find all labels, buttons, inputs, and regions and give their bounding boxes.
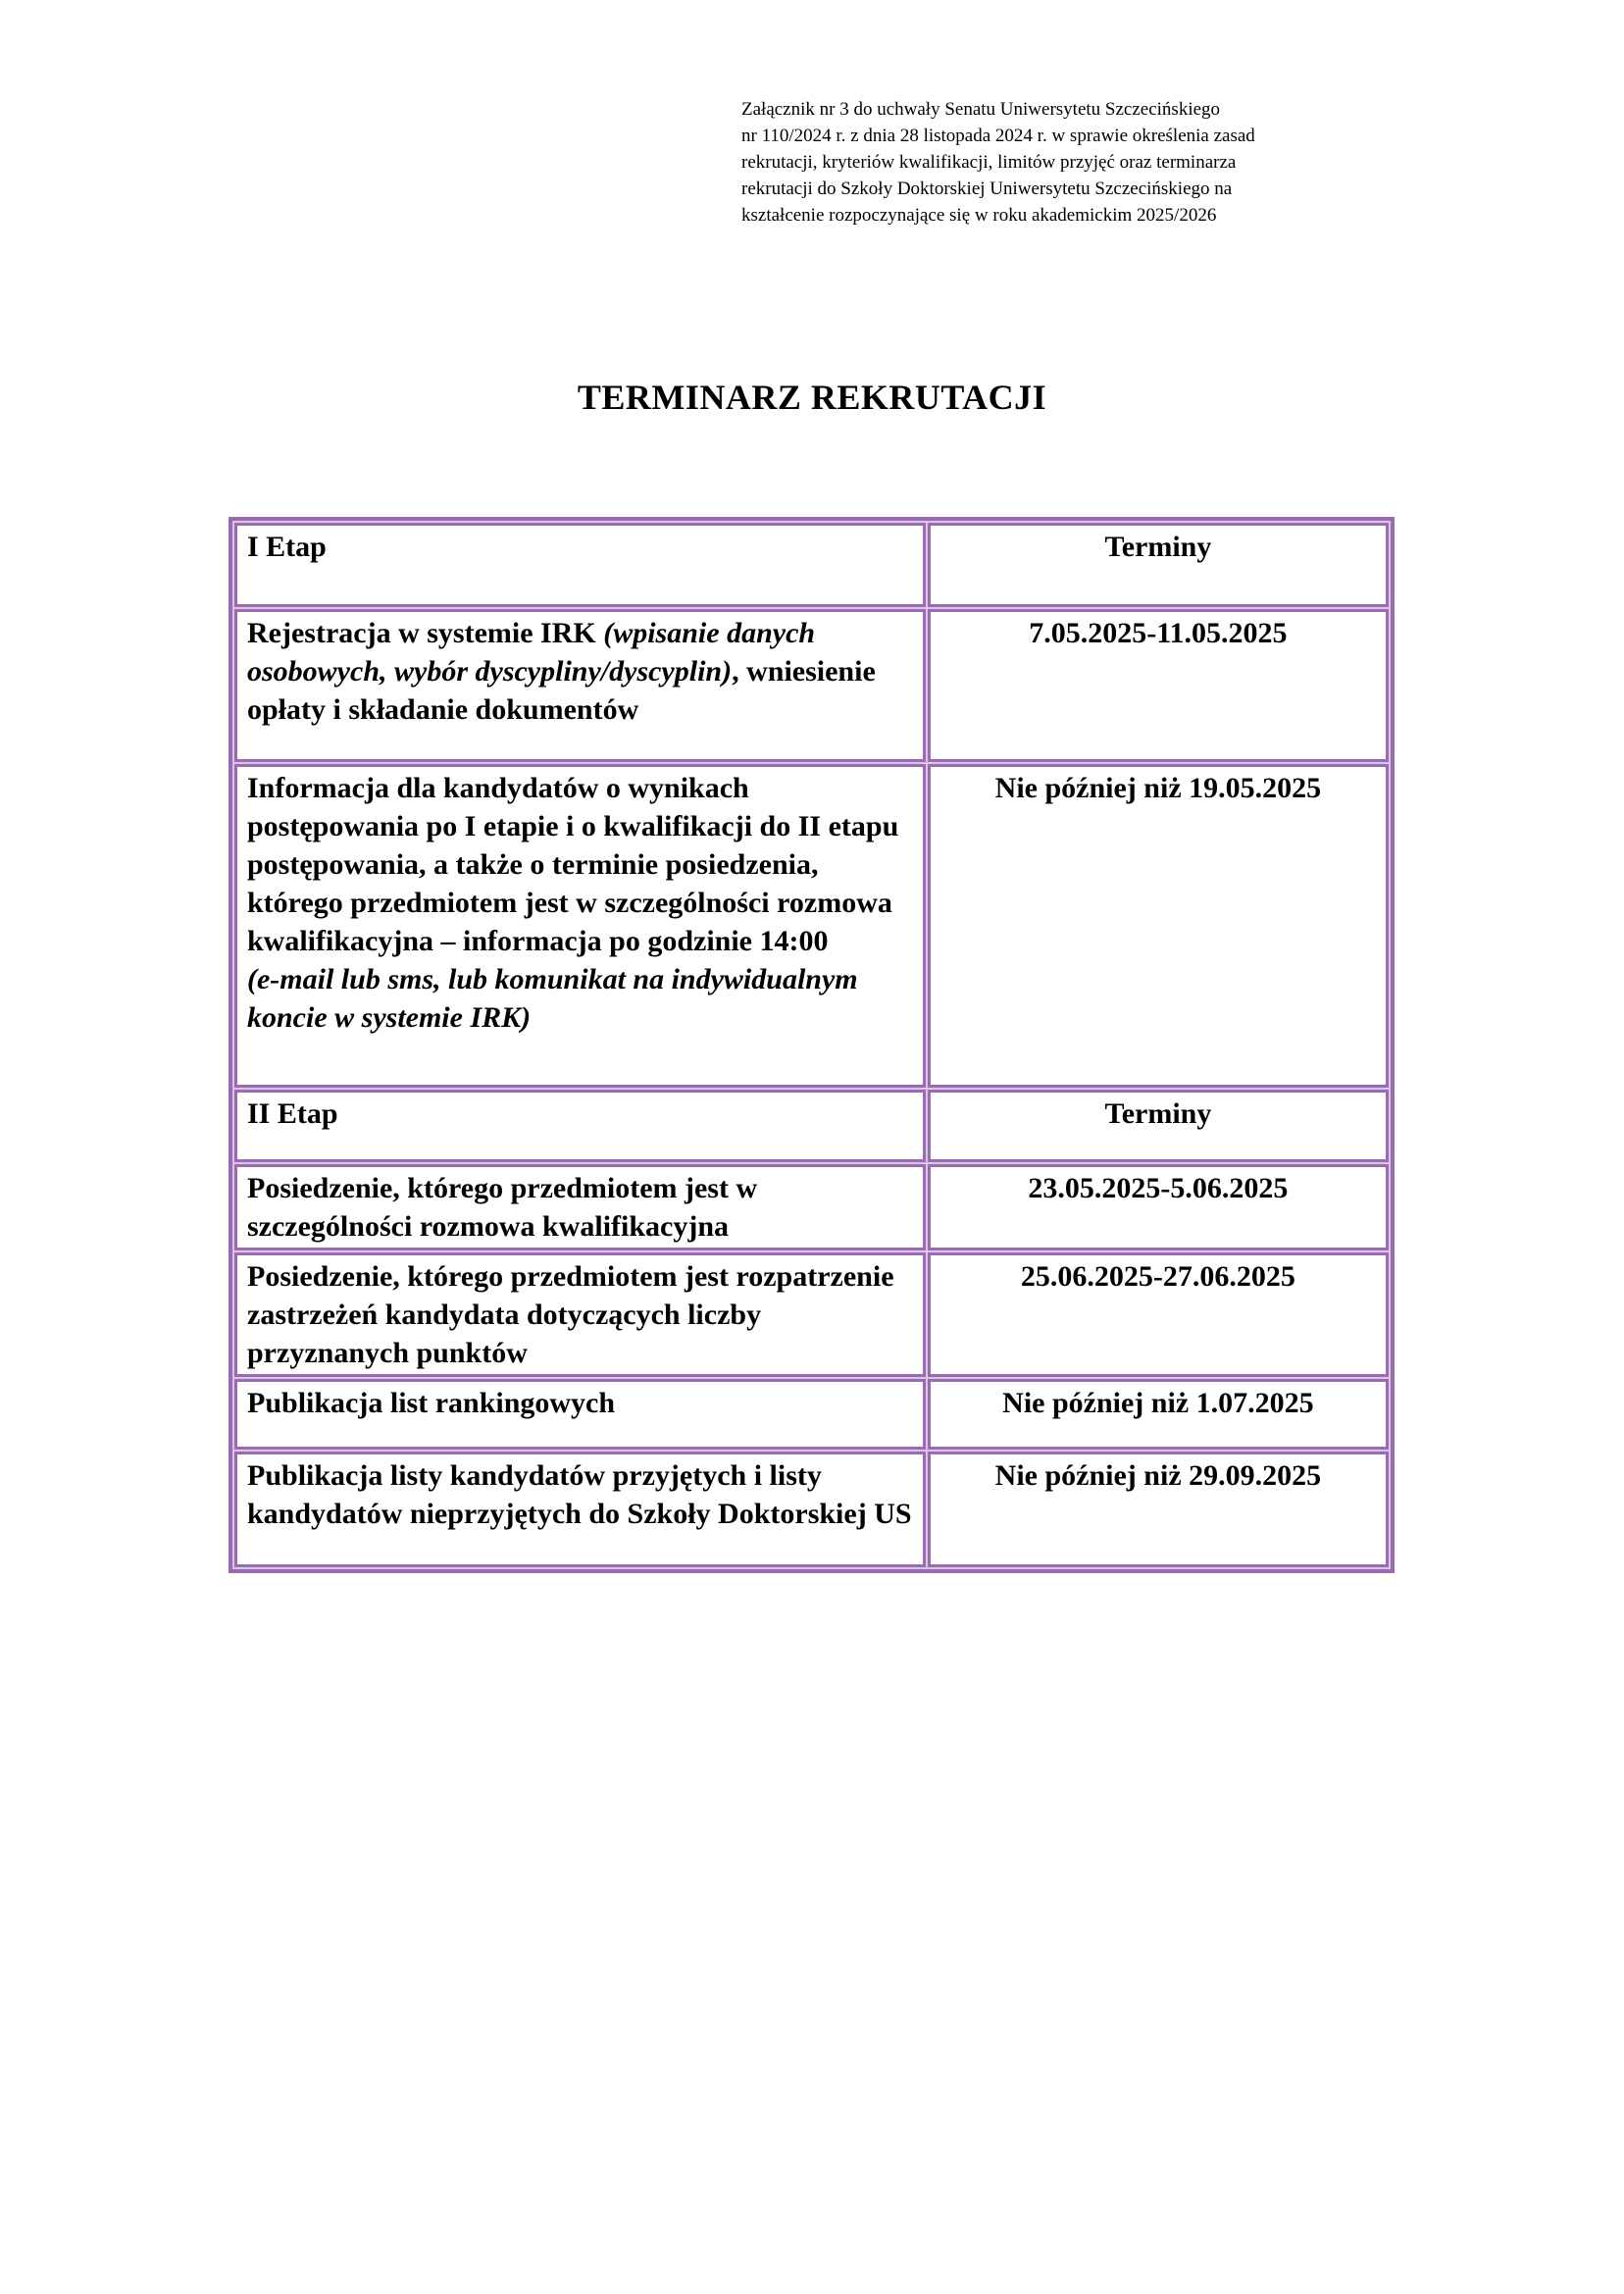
- task-text-italic: (wpisanie danych osobowych, wybór dyscypliny/dyscyplin): [247, 617, 816, 688]
- table-row: [234, 1252, 1389, 1377]
- table-row: [234, 1452, 1389, 1567]
- task-text: Rejestracja w systemie IRK: [247, 617, 604, 649]
- annotation-block: [741, 96, 1389, 229]
- stage2-label-cell: II Etap: [234, 1090, 926, 1162]
- table-row: [234, 609, 1389, 762]
- table-row: [234, 1379, 1389, 1450]
- task-cell: Publikacja listy kandydatów przyjętych i listy kandydatów nieprzyjętych do Szkoły Doktorskiej US: [234, 1452, 926, 1567]
- date-cell: Nie później niż 19.05.2025: [928, 764, 1389, 1088]
- task-cell: [234, 609, 926, 762]
- annotation-line: Załącznik nr 3 do uchwały Senatu Uniwersytetu Szczecińskiego: [741, 99, 1221, 120]
- task-cell: Publikacja list rankingowych: [234, 1379, 926, 1450]
- annotation-line: nr 110/2024 r. z dnia 28 listopada 2024 r. w sprawie określenia zasad: [741, 126, 1255, 146]
- annotation-line: kształcenie rozpoczynające się w roku akademickim 2025/2026: [741, 205, 1217, 226]
- task-text: Informacja dla kandydatów o wynikach postępowania po I etapie i o kwalifikacji do II etapu postępowania, a także o terminie posiedzenia, którego przedmiotem jest w szczególności rozmowa kwalifikacyjna – informacja po godzinie 14:00: [247, 772, 899, 957]
- page-title: TERMINARZ REKRUTACJI: [577, 378, 1047, 417]
- task-cell: [234, 764, 926, 1088]
- table-row: [234, 764, 1389, 1088]
- date-cell: Nie później niż 29.09.2025: [928, 1452, 1389, 1567]
- recruitment-schedule-table: [228, 517, 1395, 1573]
- task-text-italic: (e-mail lub sms, lub komunikat na indywidualnym koncie w systemie IRK): [247, 963, 858, 1034]
- stage1-terminy-label-cell: Terminy: [928, 523, 1389, 607]
- annotation-line: rekrutacji, kryteriów kwalifikacji, limitów przyjęć oraz terminarza: [741, 152, 1237, 173]
- date-cell: 23.05.2025-5.06.2025: [928, 1164, 1389, 1250]
- stage2-terminy-label-cell: Terminy: [928, 1090, 1389, 1162]
- stage1-header-row: [234, 523, 1389, 607]
- stage1-label-cell: I Etap: [234, 523, 926, 607]
- task-text: , wniesienie opłaty i składanie dokumentów: [247, 655, 876, 726]
- annotation-line: rekrutacji do Szkoły Doktorskiej Uniwersytetu Szczecińskiego na: [741, 178, 1233, 199]
- task-cell: Posiedzenie, którego przedmiotem jest w szczególności rozmowa kwalifikacyjna: [234, 1164, 926, 1250]
- date-cell: Nie później niż 1.07.2025: [928, 1379, 1389, 1450]
- stage2-header-row: [234, 1090, 1389, 1162]
- date-cell: 25.06.2025-27.06.2025: [928, 1252, 1389, 1377]
- task-cell: Posiedzenie, którego przedmiotem jest rozpatrzenie zastrzeżeń kandydata dotyczących liczby przyznanych punktów: [234, 1252, 926, 1377]
- date-cell: 7.05.2025-11.05.2025: [928, 609, 1389, 762]
- table-row: [234, 1164, 1389, 1250]
